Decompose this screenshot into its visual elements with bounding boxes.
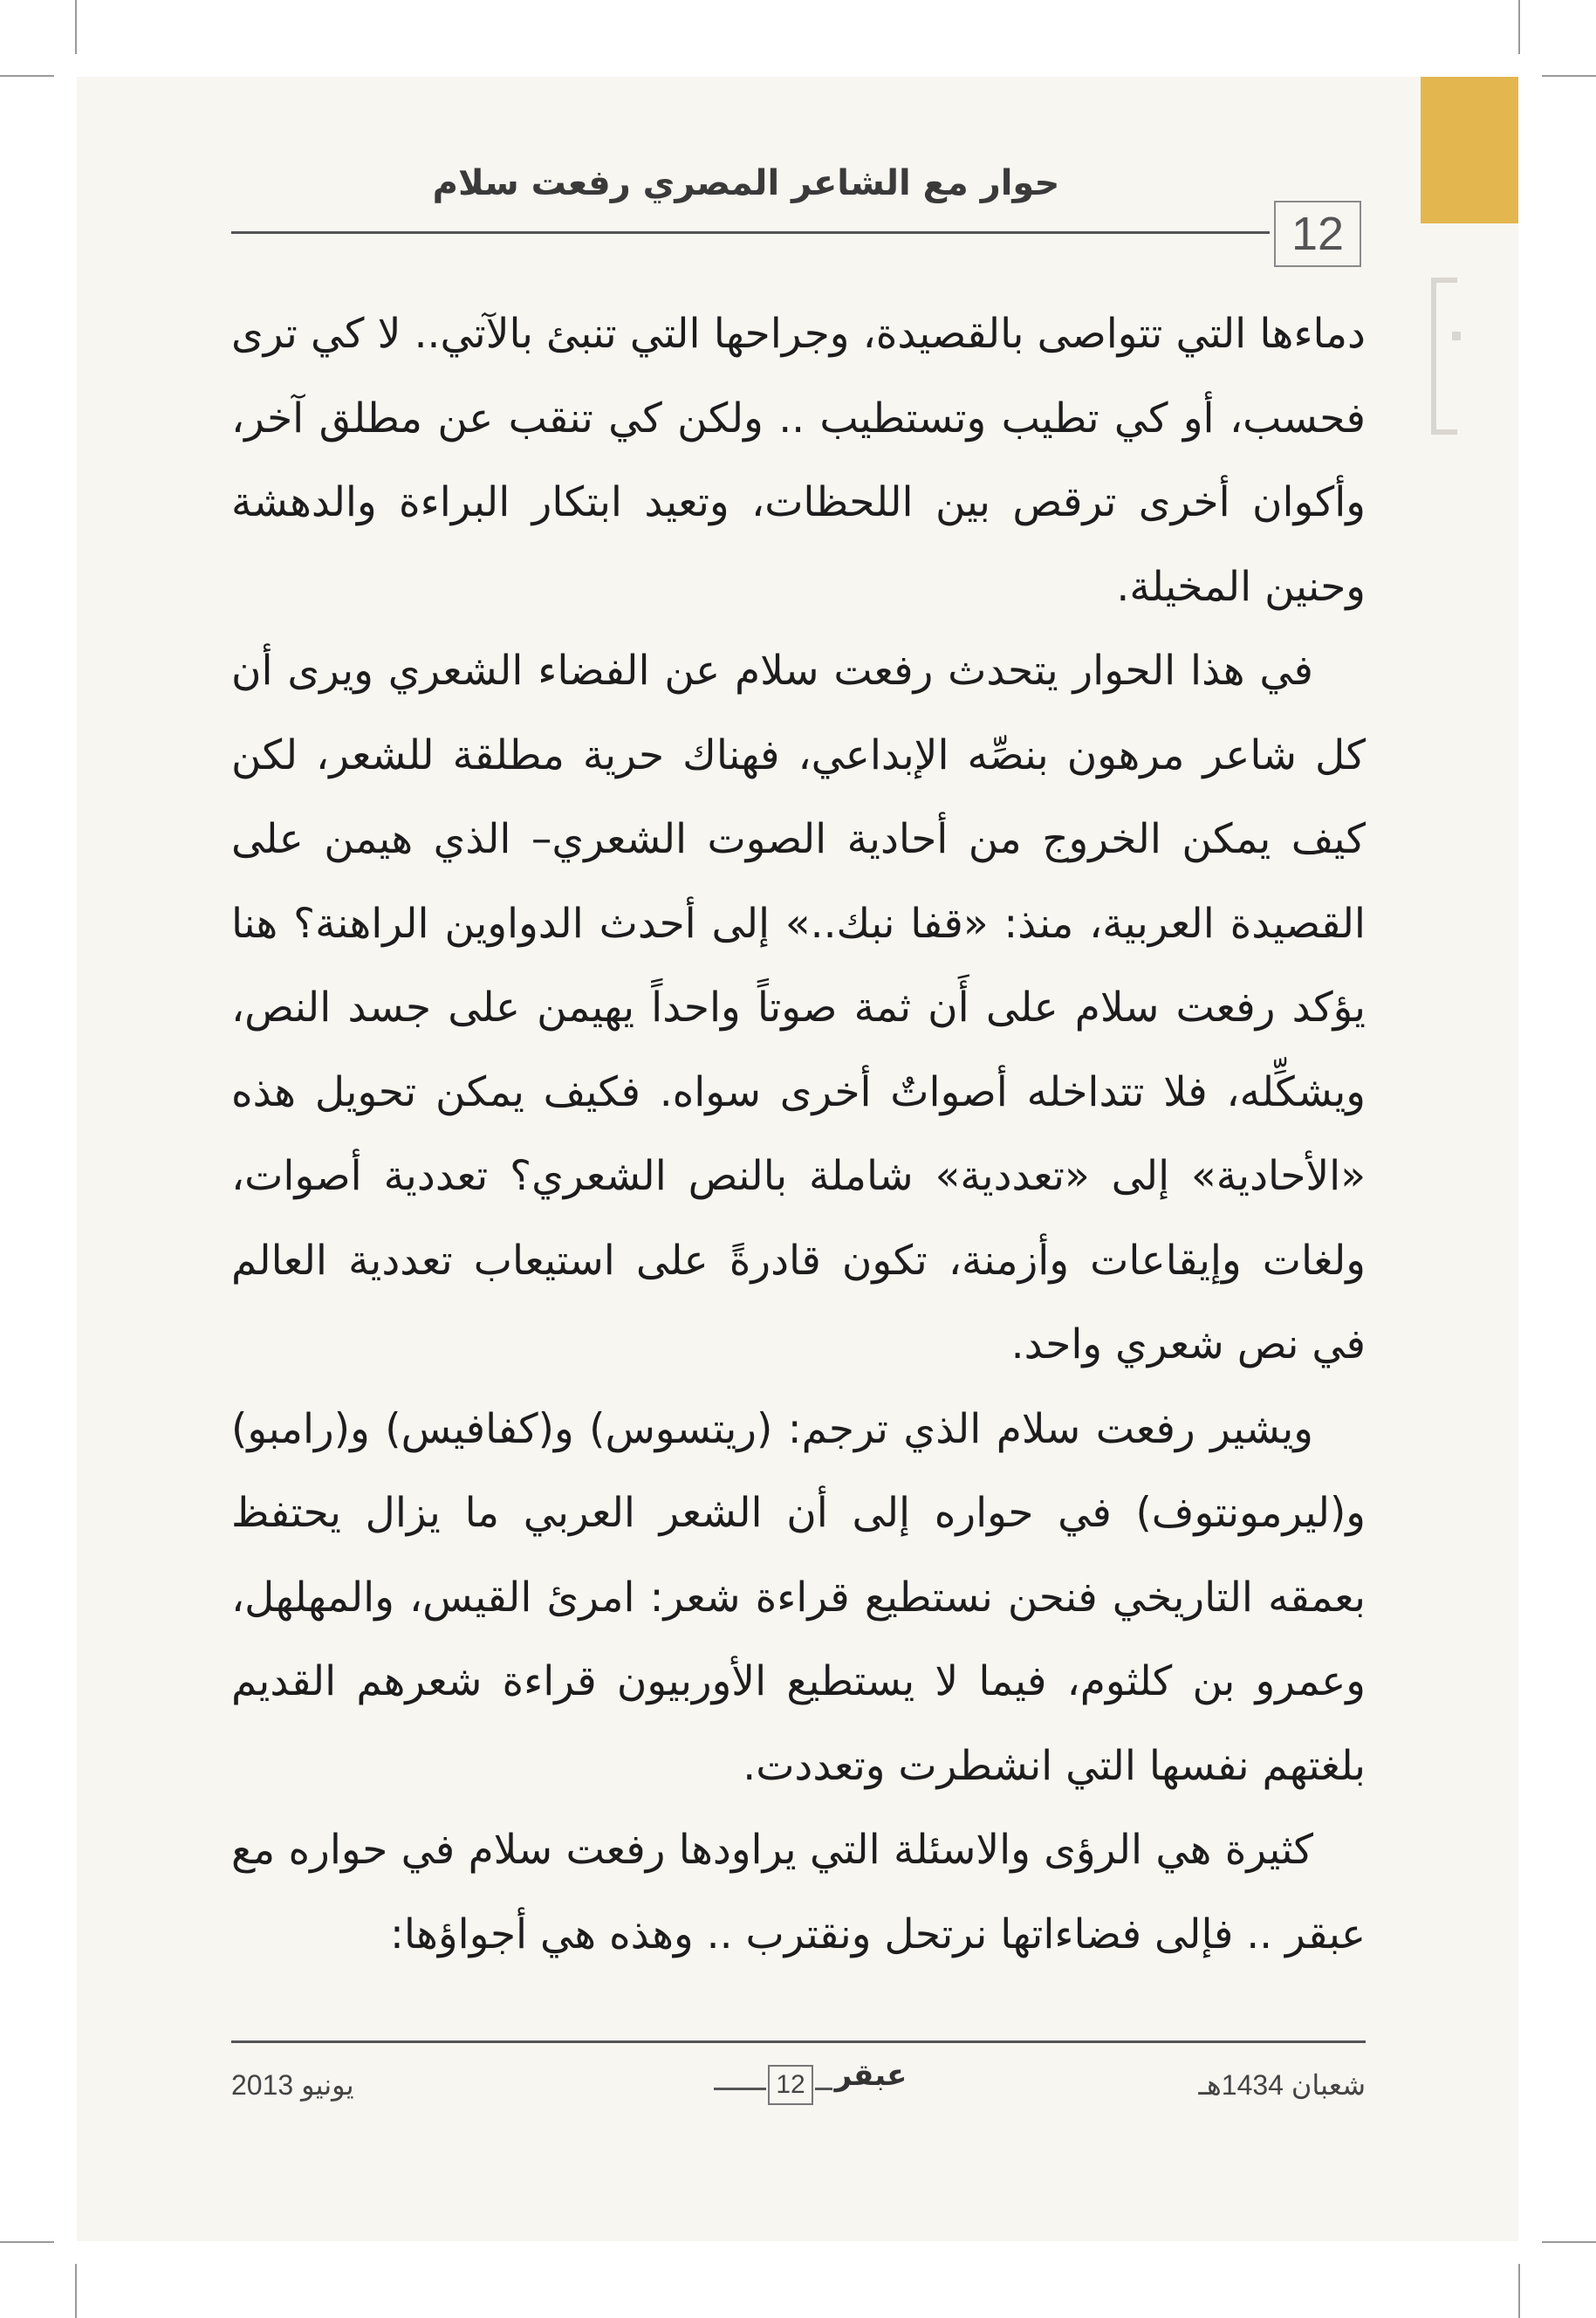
- trim-mark: [1542, 75, 1596, 77]
- footer-page-number: 12: [768, 2065, 813, 2105]
- trim-mark: [1518, 2264, 1520, 2318]
- header-page-number: 12: [1274, 201, 1361, 267]
- trim-mark: [75, 0, 77, 54]
- paragraph: دماءها التي تتواصى بالقصيدة، وجراحها التي تنبئ بالآتي.. لا كي ترى فحسب، أو كي تطيب وتستطيب .. ولكن كي تنقب عن مطلق آخر، وأكوان أخرى ترقص بين اللحظات، وتعيد ابتكار البراءة والدهشة وحنين المخيلة.: [231, 310, 1366, 611]
- trim-mark: [1518, 0, 1520, 54]
- trim-mark: [1542, 2241, 1596, 2243]
- section-color-tab: [1421, 77, 1518, 223]
- side-ornament: [1452, 332, 1461, 340]
- footer-marker-line: [714, 2088, 766, 2090]
- paragraph: ويشير رفعت سلام الذي ترجم: (ريتسوس) و(كفافيس) و(رامبو) و(ليرمونتوف) في حواره إلى أن الشعر العربي ما يزال يحتفظ بعمقه التاريخي فنحن نستطيع قراءة شعر: امرئ القيس، والمهلهل، وعمرو بن كلثوم، فيما لا يستطيع الأوربيون قراءة شعرهم القديم بلغتهم نفسها التي انشطرت وتعددت.: [231, 1404, 1366, 1790]
- paragraph: في هذا الحوار يتحدث رفعت سلام عن الفضاء الشعري ويرى أن كل شاعر مرهون بنصِّه الإبداعي، فهناك حرية مطلقة للشعر، لكن كيف يمكن الخروج من أحادية الصوت الشعري– الذي هيمن على القصيدة العربية، منذ: «قفا نبك..» إلى أحدث الدواوين الراهنة؟ هنا يؤكد رفعت سلام على أَن ثمة صوتاً واحداً يهيمن على جسد النص، ويشكِّله، فلا تتداخله أصواتٌ أخرى سواه. فكيف يمكن تحويل هذه «الأحادية» إلى «تعددية» شاملة بالنص الشعري؟ تعددية أصوات، ولغات وإيقاعات وأزمنة، تكون قادرةً على استيعاب تعددية العالم في نص شعري واحد.: [231, 647, 1366, 1368]
- page-title: حوار مع الشاعر المصري رفعت سلام: [432, 163, 1060, 203]
- trim-mark: [0, 2241, 54, 2243]
- footer-page-marker: [714, 2058, 923, 2110]
- side-ornament: [1431, 278, 1436, 435]
- header-divider: [231, 231, 1270, 234]
- footer-date-hijri: شعبان 1434هـ: [1198, 2069, 1366, 2101]
- footer-date-gregorian: يونيو 2013: [231, 2069, 354, 2101]
- footer-divider: [231, 2040, 1366, 2043]
- article-body: [231, 292, 1366, 1977]
- trim-mark: [75, 2264, 77, 2318]
- paragraph: كثيرة هي الرؤى والاسئلة التي يراودها رفعت سلام في حواره مع عبقر .. فإلى فضاءاتها نرتحل ونقترب .. وهذه هي أجواؤها:: [231, 1826, 1366, 1958]
- trim-mark: [0, 75, 54, 77]
- footer-magazine-name: عبقر: [834, 2058, 908, 2093]
- side-ornament: [1431, 429, 1457, 435]
